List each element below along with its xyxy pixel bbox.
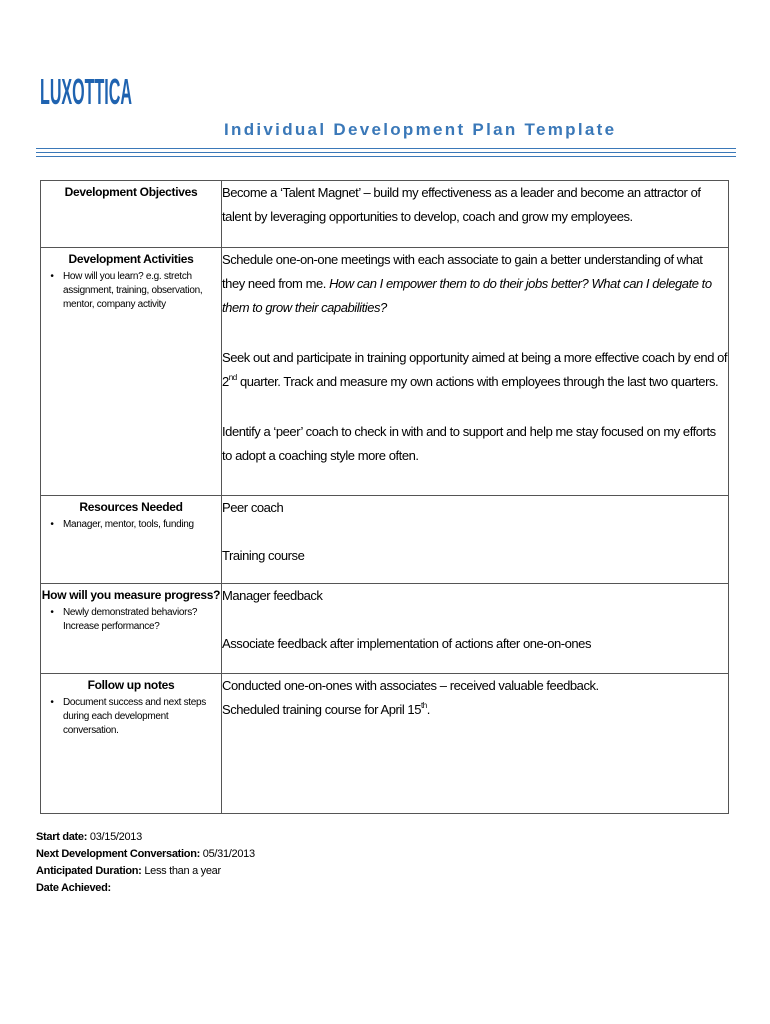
objectives-value-cell — [222, 181, 729, 248]
progress-row — [41, 584, 729, 674]
objectives-label-cell — [41, 181, 222, 248]
spacer — [222, 520, 728, 544]
objectives-row — [41, 181, 729, 248]
spacer — [222, 394, 728, 420]
start-date-label: Start date: — [36, 831, 88, 843]
followup-note-2-end: . — [426, 702, 430, 717]
svg-text:LUXOTTICA: LUXOTTICA — [40, 71, 132, 112]
progress-item-1: Manager feedback — [222, 588, 323, 603]
resources-row — [41, 496, 729, 584]
bullet-icon: • — [50, 519, 54, 530]
spacer — [222, 320, 728, 346]
title-rule-top — [36, 148, 736, 149]
followup-note-2-sup: th — [420, 701, 427, 710]
next-conversation-value: 05/31/2013 — [202, 848, 255, 860]
development-plan-table — [40, 180, 729, 814]
progress-label: How will you measure progress? — [41, 588, 221, 602]
resources-label: Resources Needed — [79, 500, 183, 514]
start-date-value: 03/15/2013 — [89, 831, 142, 843]
next-conversation — [36, 846, 255, 863]
resources-label-cell — [41, 496, 222, 584]
progress-value-cell — [222, 584, 729, 674]
activities-p1-text: Schedule one-on-one meetings with each associate to gain a better understanding of what they need from me. — [222, 252, 703, 291]
objectives-label: Development Objectives — [64, 185, 198, 199]
followup-note-2-text: Scheduled training course for April 15 — [222, 702, 421, 717]
followup-note-2 — [222, 698, 728, 722]
activities-p2-text-end: quarter. Track and measure my own actions with employees through the last two quarters. — [239, 374, 719, 389]
date-achieved — [36, 880, 255, 897]
followup-label-cell — [41, 674, 222, 814]
activities-row — [41, 248, 729, 496]
resources-item-2: Training course — [222, 548, 305, 563]
title-rule-bottom — [36, 156, 736, 157]
luxottica-logo — [38, 66, 134, 110]
resources-hint — [41, 518, 221, 532]
activities-hint-text: How will you learn? e.g. stretch assignment, training, observation, mentor, company activity — [63, 271, 203, 310]
objectives-text: Become a ‘Talent Magnet’ – build my effectiveness as a leader and become an attractor of talent by leveraging opportunities to develop, coach and grow my employees. — [222, 185, 701, 224]
activities-p2-sup: nd — [228, 373, 237, 382]
title-rule-middle — [36, 152, 736, 153]
activities-paragraph-2 — [222, 346, 728, 394]
date-achieved-label: Date Achieved: — [36, 882, 111, 894]
followup-value-cell — [222, 674, 729, 814]
progress-item-2: Associate feedback after implementation of actions after one-on-ones — [222, 636, 592, 651]
resources-item-1: Peer coach — [222, 500, 284, 515]
followup-note-1: Conducted one-on-ones with associates – received valuable feedback. — [222, 678, 599, 693]
activities-hint — [41, 270, 221, 312]
followup-hint-text: Document success and next steps during each development conversation. — [63, 697, 207, 736]
followup-hint — [41, 696, 221, 738]
resources-value-cell — [222, 496, 729, 584]
activities-p2-text: Seek out and participate in training opportunity aimed at being a more effective coach by end of 2 — [222, 350, 728, 389]
activities-p1-italic: How can I empower them to do their jobs better? What can I delegate to them to grow their capabilities? — [222, 276, 712, 315]
activities-paragraph-3: Identify a ‘peer’ coach to check in with and to support and help me stay focused on my efforts to adopt a coaching style more often. — [222, 424, 716, 463]
resources-hint-text: Manager, mentor, tools, funding — [63, 519, 194, 530]
progress-hint-text: Newly demonstrated behaviors? Increase performance? — [63, 607, 198, 632]
followup-row — [41, 674, 729, 814]
activities-label: Development Activities — [68, 252, 194, 266]
activities-value-cell — [222, 248, 729, 496]
bullet-icon: • — [50, 271, 54, 282]
activities-label-cell — [41, 248, 222, 496]
progress-label-cell — [41, 584, 222, 674]
anticipated-duration — [36, 863, 255, 880]
anticipated-duration-value: Less than a year — [144, 865, 221, 877]
start-date — [36, 829, 255, 846]
anticipated-duration-label: Anticipated Duration: — [36, 865, 142, 877]
spacer — [222, 608, 728, 632]
bullet-icon: • — [50, 697, 54, 708]
progress-hint — [41, 606, 221, 634]
plan-dates — [36, 829, 255, 897]
next-conversation-label: Next Development Conversation: — [36, 848, 200, 860]
activities-paragraph-1 — [222, 248, 728, 320]
followup-label: Follow up notes — [87, 678, 175, 692]
document-title: Individual Development Plan Template — [224, 120, 617, 139]
bullet-icon: • — [50, 607, 54, 618]
